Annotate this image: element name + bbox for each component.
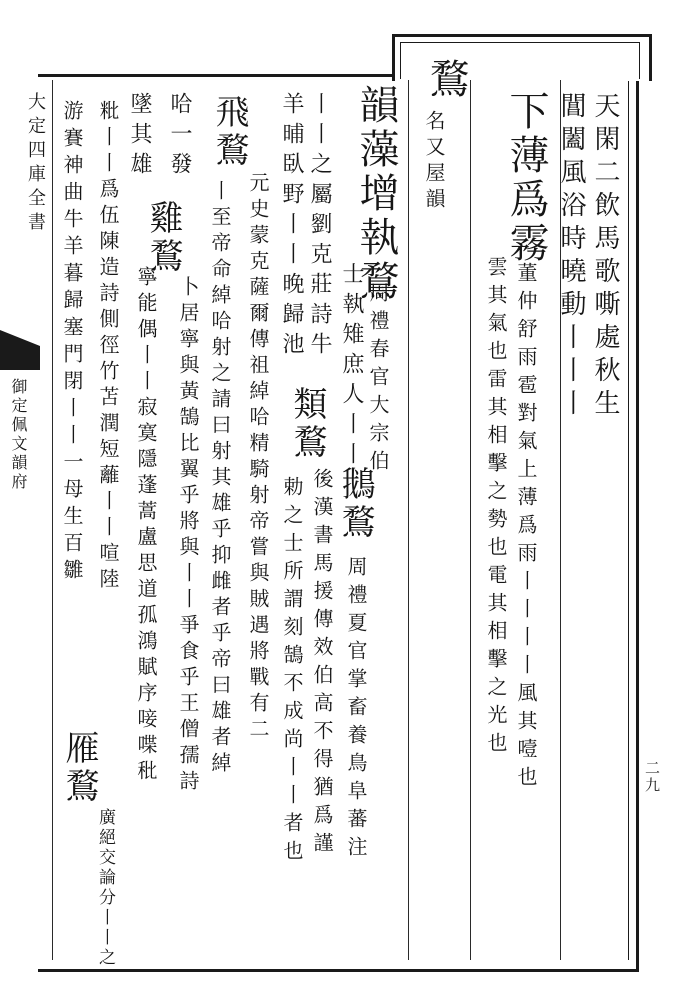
text-column-1: 天閑二飲馬歌嘶處秋生: [590, 92, 620, 422]
text-column-10: 元史蒙克薩爾傳祖綽哈精騎射帝嘗與賊遇將戰有二: [246, 172, 270, 744]
text-column-13a: 墜其雄: [127, 92, 152, 182]
text-column-9a: 羊晡臥野丨丨晚歸池: [279, 92, 304, 362]
text-column-11: 丨至帝命綽哈射之請曰射其雄乎抑雌者乎帝曰雄者綽: [208, 180, 232, 778]
text-column-7a: 士執雉庶人丨丨: [339, 262, 364, 472]
column-rule: [408, 80, 409, 960]
text-column-12b: 卜居寧與黃鵠比翼乎將與丨丨爭食乎王僧孺詩: [176, 276, 200, 796]
entry-heading-jiwu: 雞鶩: [143, 200, 183, 276]
text-column-4: 雲其氣也雷其相擊之勢也電其相擊之光也: [484, 256, 508, 760]
entry-heading-xiabowei-wu: 下薄爲霧: [503, 90, 549, 266]
text-column-6: 周禮春官大宗伯: [366, 282, 390, 478]
spine-top-text: 大定四庫全書: [25, 92, 46, 236]
text-column-7b: 周禮夏官掌畜養鳥阜蕃注: [344, 556, 368, 864]
text-column-8b: 後漢書馬援傳效伯高不得猶爲謹: [310, 468, 334, 860]
column-rule: [470, 80, 471, 960]
text-column-3: 董仲舒雨雹對氣上薄爲雨丨丨丨丨風其噎也: [514, 262, 538, 794]
text-column-2: 閶闔風浴時曉動丨丨丨: [556, 92, 586, 422]
entry-heading-feiwu: 飛鶩: [209, 94, 249, 170]
text-column-14: 粃丨丨爲伍陳造詩側徑竹苫潤短蘺丨丨喧陸: [96, 100, 120, 594]
spine-title: 御定佩文韻府: [9, 378, 28, 492]
text-column-15a: 游賽神曲牛羊暮歸塞門閉丨丨一母生百雛: [60, 100, 84, 586]
text-column-9b: 勅之士所謂刻鵠不成尚丨丨者也: [280, 476, 304, 868]
entry-heading-ewu: 鵝鶩: [335, 466, 375, 542]
text-column-15b: 廣絕交論分丨丨之: [95, 808, 115, 968]
reading-note: 名又屋韻: [422, 110, 446, 214]
spine-fishtail-mark: [0, 330, 40, 370]
column-rule: [52, 80, 53, 960]
entry-heading-leiwu: 類鶩: [287, 386, 327, 462]
text-column-8a: 丨丨之屬劉克莊詩牛: [307, 92, 332, 362]
page-number: 二九: [643, 760, 661, 794]
text-column-13b: 寧能偶丨丨寂寞隱蓬蒿盧思道孤鴻賦序唼喋秕: [134, 266, 158, 786]
entry-heading-yanwu: 雁鶩: [59, 730, 99, 806]
entry-heading-wu: 鶩: [423, 58, 469, 102]
text-column-12a: 哈一發: [167, 92, 192, 182]
entry-heading-yunzao: 韻藻增執鶩: [353, 84, 399, 304]
